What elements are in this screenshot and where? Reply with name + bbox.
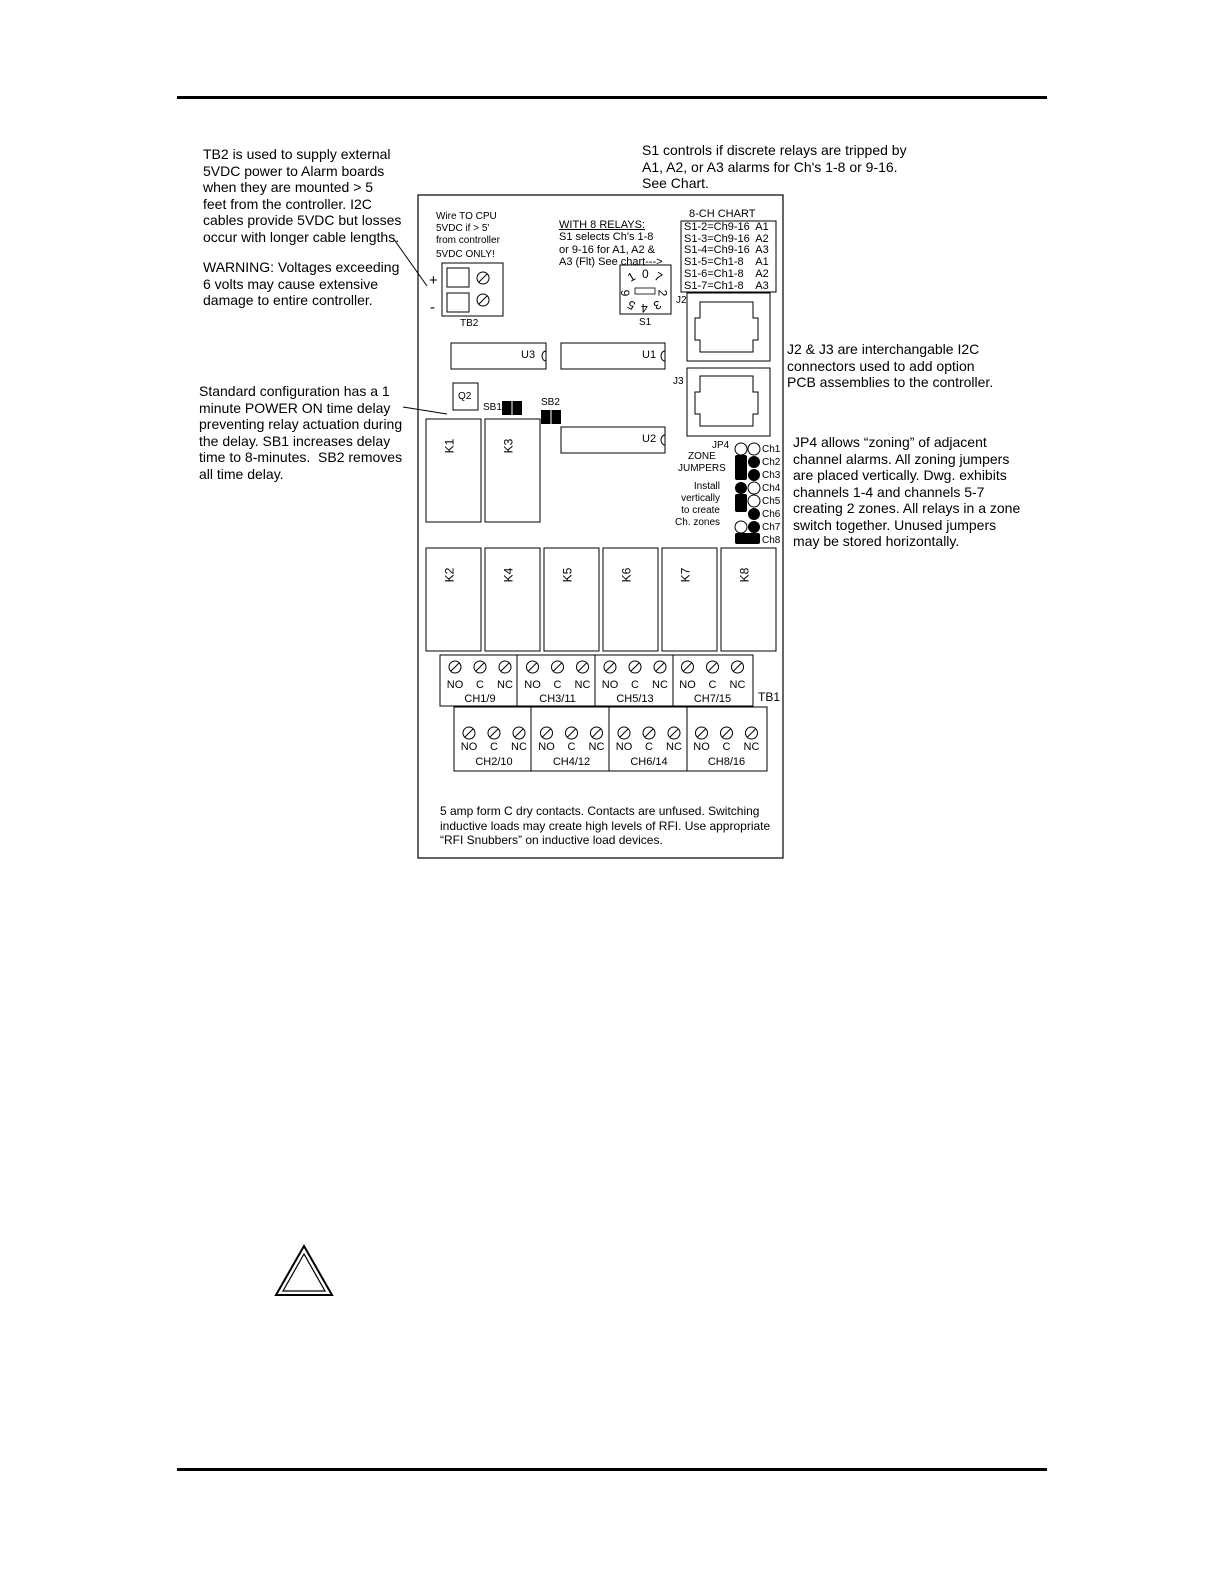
terminal-label: C — [553, 679, 562, 691]
terminal-label: NO — [693, 741, 710, 753]
j2-j3-note: J2 & J3 are interchangable I2C connectors used to add option PCB assemblies to the controller. — [787, 341, 994, 390]
jp4-channel-label: Ch4 — [762, 483, 781, 494]
plus-label: + — [429, 272, 438, 289]
terminal-label: CH7/15 — [693, 693, 732, 705]
relay-label: K7 — [678, 567, 693, 583]
relays8-title: WITH 8 RELAYS: — [559, 219, 645, 231]
s1-dial-4: 4 — [641, 301, 648, 315]
tb2-leader — [393, 238, 427, 286]
s1-dial-1: 1 — [624, 269, 638, 285]
jp4-channel-label: Ch6 — [762, 509, 781, 520]
standard-leader — [403, 407, 447, 414]
relay-label: K6 — [619, 567, 634, 583]
terminal-label: CH4/12 — [552, 756, 591, 768]
terminal-label: NO — [446, 679, 464, 691]
tb1-label: TB1 — [758, 690, 781, 704]
jp4-channel-labels — [762, 443, 780, 547]
s1-label: S1 — [639, 317, 652, 328]
s1-note: S1 controls if discrete relays are tripped by A1, A2, or A3 alarms for Ch's 1-8 or 9-16. See Chart. — [642, 142, 907, 191]
chart-row: S1-2=Ch9-16 A1 — [684, 221, 769, 233]
terminal-label: NO — [538, 741, 555, 753]
q2-label: Q2 — [458, 391, 472, 402]
install-note: Install vertically to create Ch. zones — [675, 481, 721, 528]
warning-triangle-icon — [276, 1246, 332, 1295]
s1-dial-0: 0 — [642, 267, 649, 281]
chart-row: S1-3=Ch9-16 A2 — [684, 232, 769, 245]
s1-dial-7: 7 — [651, 269, 665, 285]
jp4-channel-label: Ch5 — [762, 496, 781, 507]
jp4-channel-label: Ch3 — [762, 470, 781, 481]
u2-label: U2 — [642, 433, 657, 445]
relay-k2 — [426, 548, 481, 651]
terminal-label: NO — [679, 679, 696, 691]
wire-note: Wire TO CPU 5VDC if > 5' from controller — [436, 211, 500, 246]
s1-dial-6: 6 — [618, 289, 633, 297]
chart-row: S1-6=Ch1-8 A2 — [684, 267, 769, 280]
jp4-header — [735, 443, 760, 544]
standard-config-note: Standard configuration has a 1 minute POWER ON time delay preventing relay actuation during the delay. SB1 increases delay time to 8-minutes. SB2 removes all time delay. — [199, 383, 403, 482]
chart-title: 8-CH CHART — [689, 208, 756, 220]
zone-jumpers-label: ZONE JUMPERS — [678, 451, 726, 474]
relay-label: K3 — [501, 438, 516, 454]
relay-k8 — [721, 548, 776, 651]
terminal-label: CH1/9 — [464, 693, 496, 705]
sb1-label: SB1 — [483, 402, 502, 413]
terminal-label: C — [708, 679, 717, 691]
minus-label: - — [430, 299, 435, 316]
terminal-label: NC — [729, 679, 746, 691]
jp4-channel-label: Ch2 — [762, 457, 781, 468]
terminal-label: NC — [511, 741, 527, 753]
relay-label: K1 — [442, 438, 457, 454]
terminal-label: NC — [652, 679, 668, 691]
jp4-channel-label: Ch1 — [762, 444, 781, 455]
relay-label: K2 — [442, 567, 457, 583]
terminal-label: C — [490, 741, 498, 753]
relay-k6 — [603, 548, 658, 651]
relay-k7 — [662, 548, 717, 651]
s1-dial-5: 5 — [624, 297, 638, 313]
terminal-label: NC — [497, 679, 513, 691]
chart-row: S1-7=Ch1-8 A3 — [684, 279, 769, 292]
relay-k1 — [426, 419, 481, 522]
terminal-label: NO — [460, 741, 478, 753]
chart-row: S1-5=Ch1-8 A1 — [684, 256, 769, 269]
tb2-label: TB2 — [460, 318, 479, 329]
chart-row: S1-4=Ch9-16 A3 — [684, 244, 769, 257]
jp4-label: JP4 — [712, 440, 730, 451]
tb2-slot-1 — [447, 268, 469, 287]
terminal-label: NC — [588, 741, 605, 753]
u3-label: U3 — [521, 349, 536, 361]
terminal-label: NC — [574, 679, 591, 691]
terminal-label: C — [645, 741, 653, 753]
chart-rows — [684, 222, 769, 292]
u1-label: U1 — [642, 349, 657, 361]
terminal-label: C — [476, 679, 484, 691]
jp4-note: JP4 allows “zoning” of adjacent channel alarms. All zoning jumpers are placed vertically. Dwg. exhibits channels 1-4 and channels 5-7 creating 2 zones. All relays in a zone switch together. Unused jumpers may be stored horizontally. — [793, 434, 1021, 549]
terminal-label: CH8/16 — [707, 756, 746, 768]
terminal-label: CH2/10 — [475, 756, 513, 768]
terminal-label: C — [567, 741, 576, 753]
terminal-label: NO — [615, 741, 633, 753]
footer-note: 5 amp form C dry contacts. Contacts are unfused. Switching inductive loads may create high levels of RFI. Use appropriate “RFI Snubbers” on inductive load devices. — [440, 804, 771, 847]
tb2-slot-2 — [447, 293, 469, 312]
relays8-text: S1 selects Ch's 1-8 or 9-16 for A1, A2 & A3 (Flt) See chart---> — [559, 231, 663, 268]
terminal-label: NO — [524, 679, 541, 691]
jp4-channel-label: Ch7 — [762, 522, 781, 533]
tb2-note: TB2 is used to supply external 5VDC power to Alarm boards when they are mounted > 5 feet from the controller. I2C cables provide 5VDC but losses occur with longer cable lengths. — [203, 146, 402, 245]
terminal-label: C — [631, 679, 639, 691]
relay-label: K4 — [501, 567, 516, 583]
terminal-label: C — [722, 741, 731, 753]
relay-k5 — [544, 548, 599, 651]
sb2-label: SB2 — [541, 397, 560, 408]
tb2-block — [442, 263, 503, 316]
j2-label: J2 — [676, 295, 687, 306]
warning-note: WARNING: Voltages exceeding 6 volts may cause extensive damage to entire controller. — [203, 259, 400, 308]
relay-label: K5 — [560, 567, 575, 583]
relay-k3 — [485, 419, 540, 522]
only-note: 5VDC ONLY! — [436, 249, 495, 260]
terminal-label: NO — [601, 679, 619, 691]
relay-label: K8 — [737, 567, 752, 583]
terminal-label: NC — [666, 741, 682, 753]
j3-label: J3 — [673, 376, 684, 387]
terminal-label: CH6/14 — [630, 756, 668, 768]
s1-dial-2: 2 — [655, 289, 670, 297]
s1-dial-3: 3 — [650, 297, 664, 313]
jp4-channel-label: Ch8 — [762, 535, 781, 546]
relay-k4 — [485, 548, 540, 651]
terminal-label: CH3/11 — [539, 693, 576, 705]
terminal-label: NC — [743, 741, 760, 753]
terminal-label: CH5/13 — [616, 693, 654, 705]
